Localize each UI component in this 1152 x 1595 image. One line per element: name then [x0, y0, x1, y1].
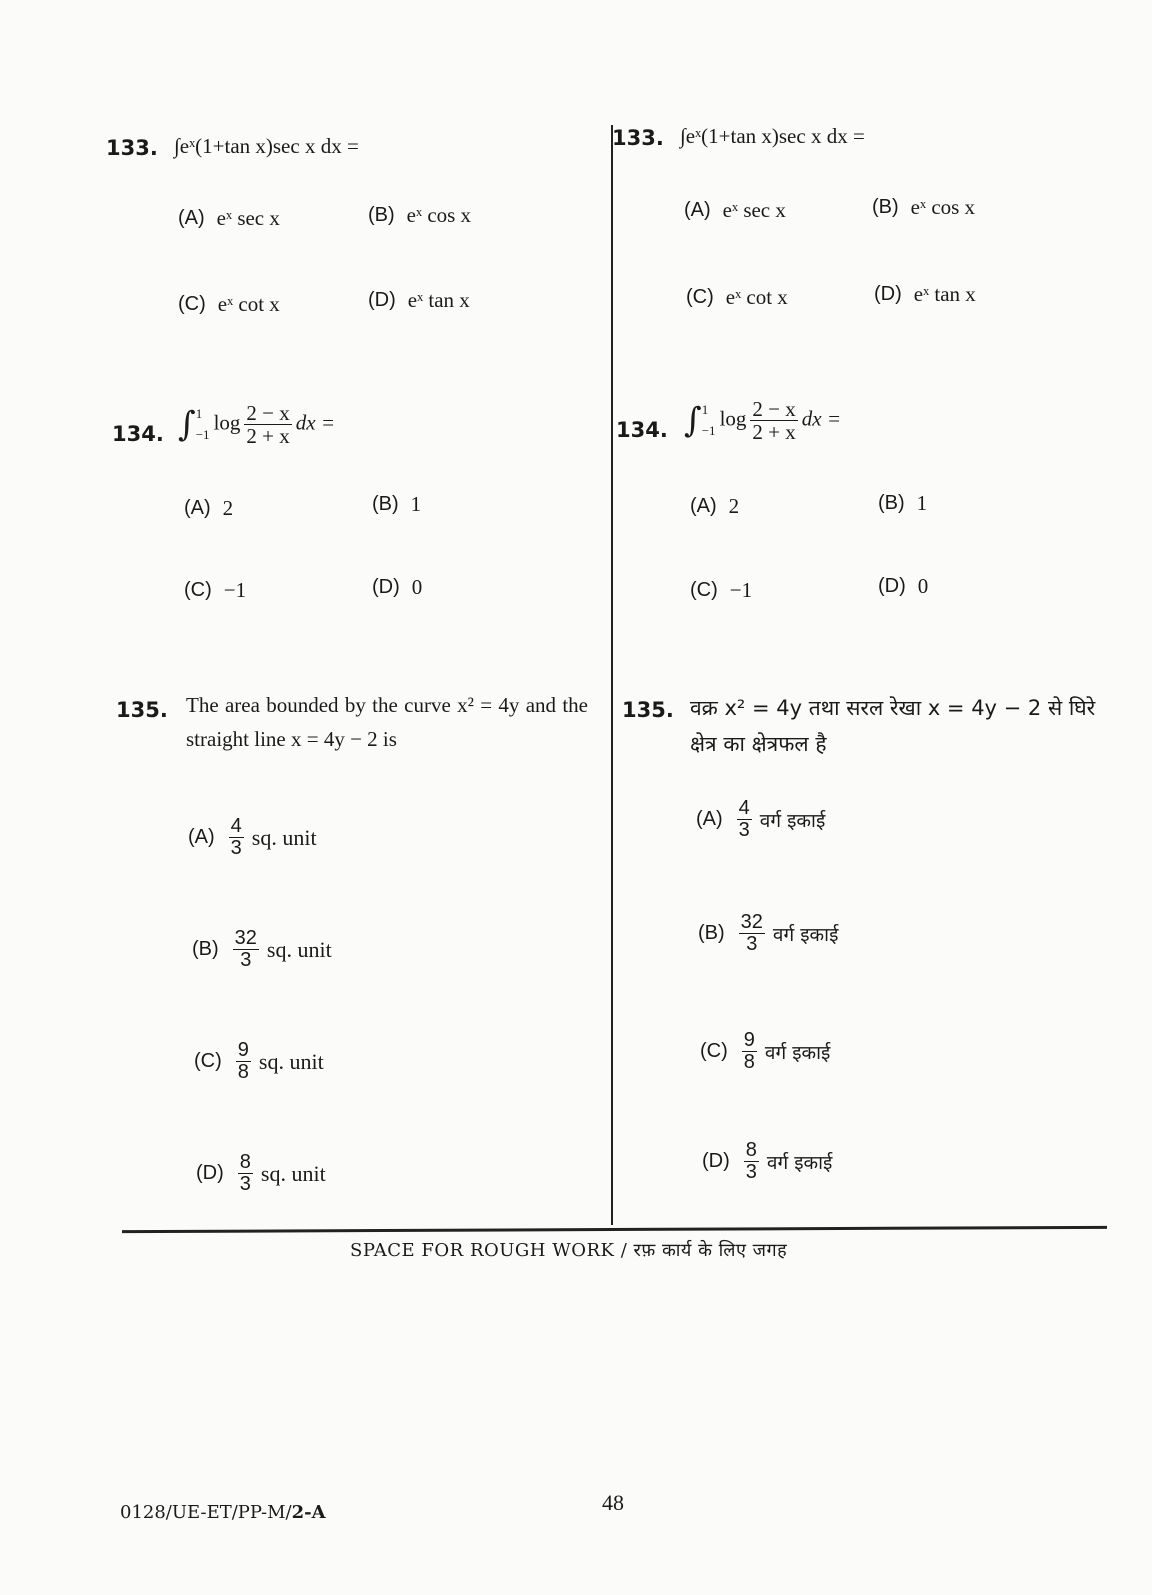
- question-number: 134.: [112, 422, 164, 446]
- option-b[interactable]: [372, 492, 421, 517]
- option-value: eˣ tan x: [407, 288, 470, 312]
- option-unit: sq. unit: [260, 1160, 326, 1186]
- option-label: (D): [196, 1162, 224, 1184]
- option-label: (C): [686, 286, 714, 308]
- question-number: 135.: [116, 698, 168, 722]
- option-label: (A): [178, 207, 205, 229]
- option-value: eˣ sec x: [216, 206, 280, 230]
- option-value: 2: [728, 494, 740, 518]
- option-b[interactable]: [368, 203, 471, 228]
- option-c[interactable]: [690, 578, 752, 603]
- option-label: (D): [702, 1150, 730, 1172]
- option-c[interactable]: [194, 1040, 324, 1083]
- option-label: (B): [372, 493, 399, 515]
- option-a[interactable]: [684, 198, 786, 223]
- fraction: $\frac{2 - x}{2 + x}$: [752, 397, 796, 445]
- option-unit: वर्ग इकाई: [764, 1041, 831, 1064]
- option-label: (B): [878, 492, 905, 514]
- footer-divider: [122, 1226, 1107, 1233]
- rough-work-label: SPACE FOR ROUGH WORK / रफ़ कार्य के लिए जगह: [350, 1240, 788, 1261]
- option-fraction: $\frac{9}{8}$: [237, 1039, 249, 1083]
- integral-sign: ∫: [178, 404, 196, 445]
- option-label: (B): [192, 938, 219, 960]
- option-b[interactable]: [872, 195, 975, 220]
- option-fraction: $\frac{4}{3}$: [738, 797, 750, 841]
- option-value: eˣ cos x: [910, 195, 976, 219]
- fraction: $\frac{2 - x}{2 + x}$: [246, 401, 290, 449]
- page-number: 48: [602, 1490, 624, 1515]
- option-label: (C): [184, 579, 212, 601]
- question-text: ∫eˣ(1+tan x)sec x dx =: [680, 124, 865, 148]
- option-value: eˣ sec x: [722, 198, 786, 222]
- option-c[interactable]: [700, 1030, 830, 1073]
- option-a[interactable]: [184, 496, 233, 521]
- option-fraction: $\frac{8}{3}$: [745, 1139, 757, 1183]
- option-value: 2: [222, 496, 234, 520]
- question-number: 133.: [612, 126, 664, 150]
- option-value: 1: [410, 492, 422, 516]
- option-unit: वर्ग इकाई: [772, 923, 839, 946]
- option-label: (C): [700, 1040, 728, 1062]
- option-fraction: $\frac{32}{3}$: [740, 911, 763, 955]
- option-unit: sq. unit: [251, 824, 317, 850]
- option-label: (A): [184, 497, 211, 519]
- option-a[interactable]: [696, 798, 825, 841]
- option-label: (D): [368, 289, 396, 311]
- option-value: eˣ tan x: [913, 282, 976, 306]
- option-label: (D): [372, 576, 400, 598]
- option-value: eˣ cot x: [217, 292, 280, 316]
- option-fraction: $\frac{8}{3}$: [239, 1151, 251, 1195]
- question-text: ∫eˣ(1+tan x)sec x dx =: [174, 134, 359, 158]
- option-b[interactable]: [878, 491, 927, 516]
- option-a[interactable]: [690, 494, 739, 519]
- option-label: (D): [874, 283, 902, 305]
- option-d[interactable]: [368, 288, 470, 313]
- option-b[interactable]: [698, 912, 838, 955]
- option-d[interactable]: [372, 575, 422, 600]
- option-label: (A): [684, 199, 711, 221]
- option-label: (A): [690, 495, 717, 517]
- option-unit: sq. unit: [258, 1048, 324, 1074]
- question-text: वक्र x² = 4y तथा सरल रेखा x = 4y − 2 से घिरे क्षेत्र का क्षेत्रफल है: [690, 696, 1096, 756]
- option-fraction: $\frac{4}{3}$: [230, 815, 242, 859]
- option-label: (A): [188, 826, 215, 848]
- option-c[interactable]: [686, 285, 788, 310]
- option-value: 0: [917, 574, 929, 598]
- option-d[interactable]: [878, 574, 928, 599]
- option-c[interactable]: [178, 292, 280, 317]
- option-value: 0: [411, 575, 423, 599]
- option-unit: वर्ग इकाई: [759, 809, 826, 832]
- option-c[interactable]: [184, 578, 246, 603]
- option-label: (C): [690, 579, 718, 601]
- option-a[interactable]: [178, 206, 280, 231]
- question-number: 135.: [622, 698, 674, 722]
- option-value: −1: [729, 578, 753, 602]
- option-value: eˣ cot x: [725, 285, 788, 309]
- option-label: (B): [872, 196, 899, 218]
- question-number: 133.: [106, 136, 158, 160]
- question-number: 134.: [616, 418, 668, 442]
- option-fraction: $\frac{32}{3}$: [234, 927, 257, 971]
- option-label: (B): [368, 204, 395, 226]
- option-unit: वर्ग इकाई: [766, 1151, 833, 1174]
- option-d[interactable]: [196, 1152, 326, 1195]
- question-text: ∫ 1 −1 log $\frac{2 - x}{2 + x}$ dx =: [684, 397, 841, 445]
- integral-sign: ∫: [684, 400, 702, 441]
- option-d[interactable]: [702, 1140, 832, 1183]
- option-unit: sq. unit: [266, 936, 332, 962]
- question-text: ∫ 1 −1 log $\frac{2 - x}{2 + x}$ dx =: [178, 401, 335, 449]
- integral-limits: 1 −1: [701, 401, 716, 438]
- booklet-code: 0128/UE-ET/PP-M/2-A: [120, 1502, 326, 1523]
- option-label: (C): [194, 1050, 222, 1072]
- option-d[interactable]: [874, 282, 976, 307]
- column-divider: [611, 125, 613, 1225]
- option-a[interactable]: [188, 816, 317, 859]
- option-label: (B): [698, 922, 725, 944]
- option-label: (D): [878, 575, 906, 597]
- question-text: The area bounded by the curve x² = 4y and the straight line x = 4y − 2 is: [186, 693, 588, 751]
- option-b[interactable]: [192, 928, 332, 971]
- option-value: eˣ cos x: [406, 203, 472, 227]
- option-fraction: $\frac{9}{8}$: [743, 1029, 755, 1073]
- integral-limits: 1 −1: [195, 405, 210, 442]
- option-label: (A): [696, 808, 723, 830]
- option-label: (C): [178, 293, 206, 315]
- option-value: 1: [916, 491, 928, 515]
- option-value: −1: [223, 578, 247, 602]
